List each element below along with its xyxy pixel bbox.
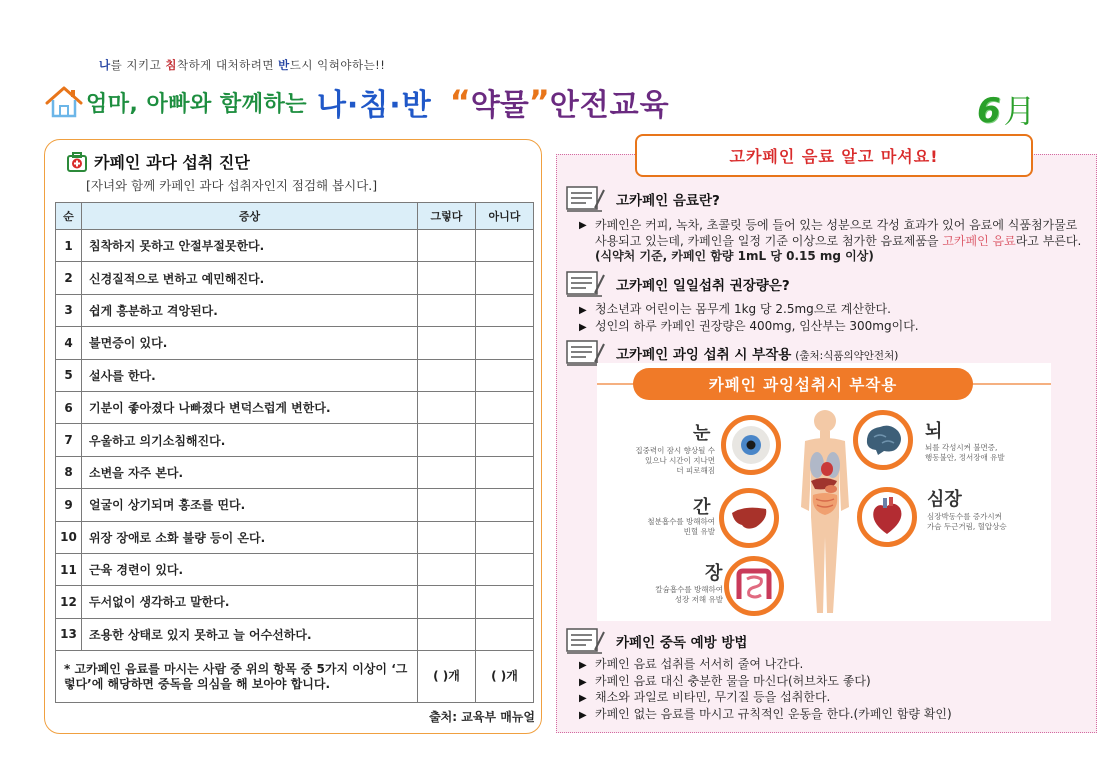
- col-no: 아니다: [476, 203, 534, 230]
- row-symptom: 침착하지 못하고 안절부절못한다.: [82, 230, 418, 262]
- table-row: [56, 618, 534, 650]
- diagnosis-source: 출처: 교육부 매뉴얼: [429, 710, 535, 724]
- table-row: [56, 391, 534, 423]
- row-number: 7: [56, 424, 82, 456]
- checklist-note: * 고카페인 음료를 마시는 사람 중 위의 항목 중 5가지 이상이 ‘그렇다’에 해당하면 중독을 의심을 해 보아야 합니다.: [56, 651, 418, 703]
- no-cell[interactable]: [476, 327, 534, 359]
- no-cell[interactable]: [476, 230, 534, 262]
- list-item: [579, 319, 1089, 336]
- row-number: 6: [56, 391, 82, 423]
- what-is-highlight: 고카페인 음료: [942, 233, 1016, 248]
- side-effects-infographic: [597, 363, 1051, 621]
- section-what-is: [566, 186, 720, 212]
- what-is-standard: (식약처 기준, 카페인 함량 1mL 당 0.15 mg 이상): [595, 249, 874, 263]
- no-cell[interactable]: [476, 294, 534, 326]
- side-effects-title-text: 고카페인 과잉 섭취 시 부작용: [616, 347, 792, 363]
- bullet-icon: ▶: [579, 693, 587, 704]
- eye-title: 눈: [693, 423, 711, 444]
- eye-ring: [721, 415, 781, 475]
- prevention-item-2: 카페인 음료 대신 충분한 물을 마신다(허브차도 좋다): [595, 673, 871, 688]
- what-is-body-b: 라고 부른다.: [1015, 233, 1082, 248]
- infographic-banner: 카페인 과잉섭취시 부작용: [633, 368, 973, 400]
- table-row: [56, 262, 534, 294]
- checklist-header-row: [56, 203, 534, 230]
- note-icon: [566, 628, 606, 654]
- heart-desc: [927, 512, 1037, 532]
- month-number: 6: [977, 91, 1001, 131]
- note-icon: [566, 186, 606, 212]
- page-header: [44, 82, 670, 122]
- row-symptom: 우울하고 의기소침해진다.: [82, 424, 418, 456]
- prevention-item-4: 카페인 없는 음료를 마시고 규칙적인 운동을 한다.(카페인 함량 확인): [595, 706, 952, 721]
- prevention-list: [579, 657, 1089, 723]
- section-what-is-title: 고카페인 음료란?: [616, 193, 720, 209]
- gut-ring: [724, 556, 784, 616]
- col-yes: 그렇다: [418, 203, 476, 230]
- section-prevention-title: 카페인 중독 예방 방법: [616, 635, 748, 651]
- intestine-icon: [729, 561, 779, 611]
- tagline: [99, 57, 385, 73]
- brain-desc-1: 뇌를 각성시켜 불면증,: [925, 443, 998, 452]
- row-symptom: 위장 장애로 소화 불량 등이 온다.: [82, 521, 418, 553]
- no-cell[interactable]: [476, 359, 534, 391]
- high-caffeine-title: 고카페인 음료 알고 마셔요!: [635, 134, 1033, 177]
- table-row: [56, 327, 534, 359]
- no-cell[interactable]: [476, 586, 534, 618]
- house-icon: [44, 84, 84, 120]
- table-row: [56, 521, 534, 553]
- no-cell[interactable]: [476, 521, 534, 553]
- header-family: 엄마, 아빠와 함께하는: [86, 91, 307, 117]
- table-row: [56, 230, 534, 262]
- daily-intake-list: [579, 302, 1089, 335]
- row-symptom: 근육 경련이 있다.: [82, 553, 418, 585]
- header-safety: 안전교육: [549, 88, 670, 123]
- row-symptom: 설사를 한다.: [82, 359, 418, 391]
- yes-cell[interactable]: [418, 230, 476, 262]
- eye-desc-1: 집중력이 잠시 향상될 수: [635, 446, 715, 455]
- brain-icon: [858, 415, 908, 465]
- table-row: [56, 586, 534, 618]
- bullet-icon: ▶: [579, 709, 587, 721]
- intake-item-1: 청소년과 어린이는 몸무게 1kg 당 2.5mg으로 계산한다.: [595, 302, 891, 316]
- gut-desc-2: 성장 저해 유발: [674, 595, 723, 604]
- heart-ring: [857, 487, 917, 547]
- heart-title: 심장: [927, 489, 962, 510]
- table-row: [56, 359, 534, 391]
- list-item: [579, 302, 1089, 319]
- side-effects-source: (출처:식품의약안전처): [795, 350, 899, 362]
- bullet-icon: ▶: [579, 305, 587, 316]
- prevention-item-3: 채소와 과일로 비타민, 무기질 등을 섭취한다.: [595, 690, 831, 704]
- row-number: 2: [56, 262, 82, 294]
- eye-desc-3: 더 피로해짐: [676, 466, 715, 475]
- row-symptom: 얼굴이 상기되며 홍조를 띤다.: [82, 489, 418, 521]
- diagnosis-subtitle: [자녀와 함께 카페인 과다 섭취자인지 점검해 봅시다.]: [86, 178, 378, 193]
- no-cell[interactable]: [476, 262, 534, 294]
- section-daily-intake: [566, 271, 790, 297]
- eye-icon: [726, 420, 776, 470]
- tagline-na: 나: [99, 58, 111, 72]
- yes-cell[interactable]: [418, 618, 476, 650]
- header-yakmul: 약물: [470, 88, 529, 123]
- header-brand: 나·침·반: [316, 88, 432, 123]
- caffeine-diagnosis-panel: [44, 139, 542, 734]
- note-icon: [566, 271, 606, 297]
- no-cell[interactable]: [476, 489, 534, 521]
- intake-item-2: 성인의 하루 카페인 권장량은 400mg, 임산부는 300mg이다.: [595, 318, 919, 333]
- tagline-chim: 침: [165, 58, 177, 72]
- yes-count[interactable]: ( )개: [418, 651, 476, 703]
- yes-cell[interactable]: [418, 391, 476, 423]
- row-number: 8: [56, 456, 82, 488]
- body-figure: [793, 407, 857, 619]
- heart-icon: [862, 492, 912, 542]
- yes-cell[interactable]: [418, 489, 476, 521]
- list-item: [579, 674, 1089, 691]
- eye-desc-2: 있으나 시간이 지나면: [645, 456, 715, 465]
- yes-cell[interactable]: [418, 553, 476, 585]
- row-symptom: 불면증이 있다.: [82, 327, 418, 359]
- row-symptom: 쉽게 흥분하고 격앙된다.: [82, 294, 418, 326]
- row-symptom: 신경질적으로 변하고 예민해진다.: [82, 262, 418, 294]
- table-row: [56, 294, 534, 326]
- gut-title: 장: [705, 563, 723, 584]
- tagline-text-1: 를 지키고: [110, 58, 166, 72]
- banner-line-right: [969, 383, 1051, 385]
- header-quote-close: ”: [528, 83, 550, 121]
- bullet-icon: ▶: [579, 220, 587, 231]
- liver-desc-1: 철분흡수를 방해하여: [647, 517, 715, 526]
- row-number: 5: [56, 359, 82, 391]
- list-item: [579, 707, 1089, 724]
- no-cell[interactable]: [476, 553, 534, 585]
- row-number: 12: [56, 586, 82, 618]
- section-prevention: [566, 628, 747, 654]
- bullet-icon: ▶: [579, 676, 587, 688]
- row-symptom: 기분이 좋아졌다 나빠졌다 변덕스럽게 변한다.: [82, 391, 418, 423]
- yes-cell[interactable]: [418, 359, 476, 391]
- what-is-body-a: 카페인은 커피, 녹차, 초콜릿 등에 들어 있는 성분으로 각성 효과가 있어 음료에 식품첨가물로 사용되고 있는데, 카페인을 일정 기준 이상으로 첨가한 음료제품을: [595, 218, 1078, 248]
- table-row: [56, 456, 534, 488]
- yes-cell[interactable]: [418, 424, 476, 456]
- tagline-text-2: 착하게 대처하려면: [176, 58, 279, 72]
- heart-desc-2: 가슴 두근거림, 혈압상승: [927, 522, 1007, 531]
- row-symptom: 두서없이 생각하고 말한다.: [82, 586, 418, 618]
- gut-desc-1: 칼슘흡수를 방해하여: [655, 585, 723, 594]
- col-number: 순: [56, 203, 82, 230]
- yes-cell[interactable]: [418, 456, 476, 488]
- checklist-note-row: [56, 651, 534, 703]
- brain-desc: [925, 443, 1035, 463]
- liver-ring: [719, 488, 779, 548]
- brain-title: 뇌: [925, 421, 943, 442]
- symptom-checklist: [55, 202, 534, 703]
- banner-line-left: [597, 383, 637, 385]
- liver-desc: [619, 517, 715, 537]
- row-number: 13: [56, 618, 82, 650]
- month-label: [977, 86, 1036, 131]
- no-cell[interactable]: [476, 424, 534, 456]
- what-is-text: [579, 218, 1091, 265]
- bullet-icon: ▶: [579, 321, 587, 333]
- diagnosis-title: [66, 150, 250, 173]
- gut-desc: [627, 585, 723, 605]
- yes-cell[interactable]: [418, 521, 476, 553]
- heart-desc-1: 심장박동수를 증가시켜: [927, 512, 1002, 521]
- list-item: [579, 690, 1089, 707]
- liver-title: 간: [693, 497, 711, 518]
- col-symptom: 증상: [82, 203, 418, 230]
- row-number: 11: [56, 553, 82, 585]
- row-symptom: 조용한 상태로 있지 못하고 늘 어수선하다.: [82, 618, 418, 650]
- header-quote-open: “: [449, 83, 471, 121]
- no-cell[interactable]: [476, 618, 534, 650]
- table-row: [56, 553, 534, 585]
- liver-icon: [724, 493, 774, 543]
- row-symptom: 소변을 자주 본다.: [82, 456, 418, 488]
- eye-desc: [619, 446, 715, 476]
- diagnosis-title-text: 카페인 과다 섭취 진단: [94, 153, 250, 172]
- section-daily-intake-title: 고카페인 일일섭취 권장량은?: [616, 278, 790, 294]
- yes-cell[interactable]: [418, 586, 476, 618]
- no-count[interactable]: ( )개: [476, 651, 534, 703]
- table-row: [56, 424, 534, 456]
- row-number: 4: [56, 327, 82, 359]
- section-side-effects-title: [616, 343, 898, 363]
- tagline-text-3: 드시 익혀야하는!!: [289, 58, 386, 72]
- table-row: [56, 489, 534, 521]
- no-cell[interactable]: [476, 391, 534, 423]
- yes-cell[interactable]: [418, 294, 476, 326]
- prevention-item-1: 카페인 음료 섭취를 서서히 줄여 나간다.: [595, 657, 804, 671]
- liver-desc-2: 빈혈 유발: [683, 527, 715, 536]
- row-number: 3: [56, 294, 82, 326]
- row-number: 10: [56, 521, 82, 553]
- tagline-ban: 반: [278, 58, 290, 72]
- list-item: [579, 657, 1089, 674]
- yes-cell[interactable]: [418, 327, 476, 359]
- bullet-icon: ▶: [579, 660, 587, 671]
- no-cell[interactable]: [476, 456, 534, 488]
- first-aid-icon: [66, 151, 88, 173]
- row-number: 9: [56, 489, 82, 521]
- row-number: 1: [56, 230, 82, 262]
- month-char: 月: [1003, 92, 1036, 130]
- yes-cell[interactable]: [418, 262, 476, 294]
- brain-ring: [853, 410, 913, 470]
- brain-desc-2: 행동불안, 정서장애 유발: [925, 453, 1005, 462]
